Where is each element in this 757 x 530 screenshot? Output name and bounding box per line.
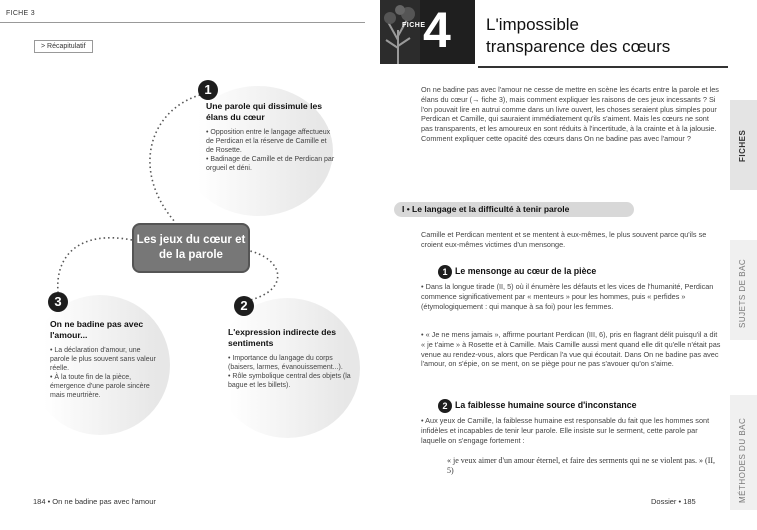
subsection-2-number: 2 xyxy=(438,399,452,413)
block-3-title: On ne badine pas avec l'amour... xyxy=(50,319,144,340)
list-item: • La déclaration d'amour, une parole le plus souvent sans valeur réelle. xyxy=(50,346,160,373)
page-title xyxy=(486,14,670,58)
fiche-word: FICHE xyxy=(402,22,426,29)
side-tab-sujets[interactable] xyxy=(730,240,757,340)
subsection-2-title: La faiblesse humaine source d'inconstance xyxy=(455,400,637,410)
block-3-number: 3 xyxy=(48,292,68,312)
section-intro: Camille et Perdican mentent et se mentent à eux-mêmes, le plus souvent parce qu'ils se croient eux-mêmes victimes d'un mensonge. xyxy=(421,230,707,249)
block-1-list xyxy=(206,128,336,173)
block-2-number: 2 xyxy=(234,296,254,316)
list-item: • Badinage de Camille et de Perdican par orgueil et déni. xyxy=(206,155,336,173)
side-tab-label: FICHES xyxy=(738,129,747,162)
block-1-number: 1 xyxy=(198,80,218,100)
subsection-1-paragraph-2: • « Je ne mens jamais », affirme pourtant Perdican (III, 6), pris en flagrant délit puisqu'il a dit « je t'aime » à Rosette et à Camille. Mais Camille aussi ment quand elle dit qu'elle n'était pas venue au rendez-vous, alors que Perdican l'a vue qui écoutait. Dans On ne badine pas avec l'amour, on s'épie, on se ment, on se piège pour ne pas s'avouer qu'on s'aime. xyxy=(421,330,721,369)
quotation: « je veux aimer d'un amour éternel, et faire des serments qui ne se violent pas. » (II, 5) xyxy=(447,456,716,475)
center-title-box xyxy=(132,223,250,273)
fiche-badge xyxy=(380,0,475,64)
intro-paragraph: On ne badine pas avec l'amour ne cesse de mettre en scène les écarts entre la parole et les élans du cœur (→ fiche 3), mais comment expliquer les raisons de ces jeux incessants ? Si l'on pouvait lire en autrui comme dans un livre ouvert, les choses seraient plus simples pour Perdican et Camille, qui sauraient immédiatement qu'ils s'aiment. Mais les cœurs ne sont pas transparents, et les amoureux en sont réduits à l'incertitude, à la crainte et à la jalousie. Comment expliquer cette opacité des cœurs dans On ne badine pas avec l'amour ? xyxy=(421,85,719,143)
subsection-2-paragraph-1: • Aux yeux de Camille, la faiblesse humaine est responsable du fait que les hommes sont infidèles et incapables de tenir leur parole. Elle insiste sur le serment, cette parole par laquelle on s'engage fortement : xyxy=(421,416,710,445)
section-heading: I • Le langage et la difficulté à tenir parole xyxy=(394,202,634,217)
recap-label: > Récapitulatif xyxy=(34,40,93,53)
subsection-1-number: 1 xyxy=(438,265,452,279)
fiche-number: 4 xyxy=(423,2,451,58)
subsection-1-paragraph-1: • Dans la longue tirade (II, 5) où il énumère les défauts et les vices de l'humanité, Perdican commence significativement par « menteurs » pour les hommes, puis « perfides » (étymologiquement : qui manque à sa foi) pour les femmes. xyxy=(421,282,714,311)
list-item: • Opposition entre le langage affectueux de Perdican et la réserve de Camille et de Rosette. xyxy=(206,128,336,155)
title-line-2: transparence des cœurs xyxy=(486,37,671,56)
side-tab-label: SUJETS DE BAC xyxy=(738,258,747,328)
side-tab-methodes[interactable] xyxy=(730,395,757,510)
list-item: • Importance du langage du corps (baisers, larmes, évanouissement...). xyxy=(228,354,356,372)
block-2-title: L'expression indirecte des sentiments xyxy=(228,327,337,348)
block-3-list xyxy=(50,346,160,400)
subsection-1-title: Le mensonge au cœur de la pièce xyxy=(455,266,597,276)
list-item: • Rôle symbolique central des objets (la bague et les billets). xyxy=(228,372,356,390)
page-footer-right: Dossier • 185 xyxy=(651,497,696,506)
block-2-list xyxy=(228,354,356,390)
list-item: • À la toute fin de la pièce, émergence d'une parole sincère mais meurtrière. xyxy=(50,373,160,400)
center-title: Les jeux du cœur et de la parole xyxy=(136,234,246,261)
side-tab-fiches[interactable] xyxy=(730,100,757,190)
side-tab-label: MÉTHODES DU BAC xyxy=(738,417,747,503)
tree-illustration-icon xyxy=(380,0,420,64)
fiche-label: FICHE 3 xyxy=(6,10,35,17)
block-1-title: Une parole qui dissimule les élans du cœur xyxy=(206,101,323,122)
title-line-1: L'impossible xyxy=(486,15,580,34)
title-rule xyxy=(478,66,728,68)
page-footer-left: 184 • On ne badine pas avec l'amour xyxy=(33,497,156,506)
